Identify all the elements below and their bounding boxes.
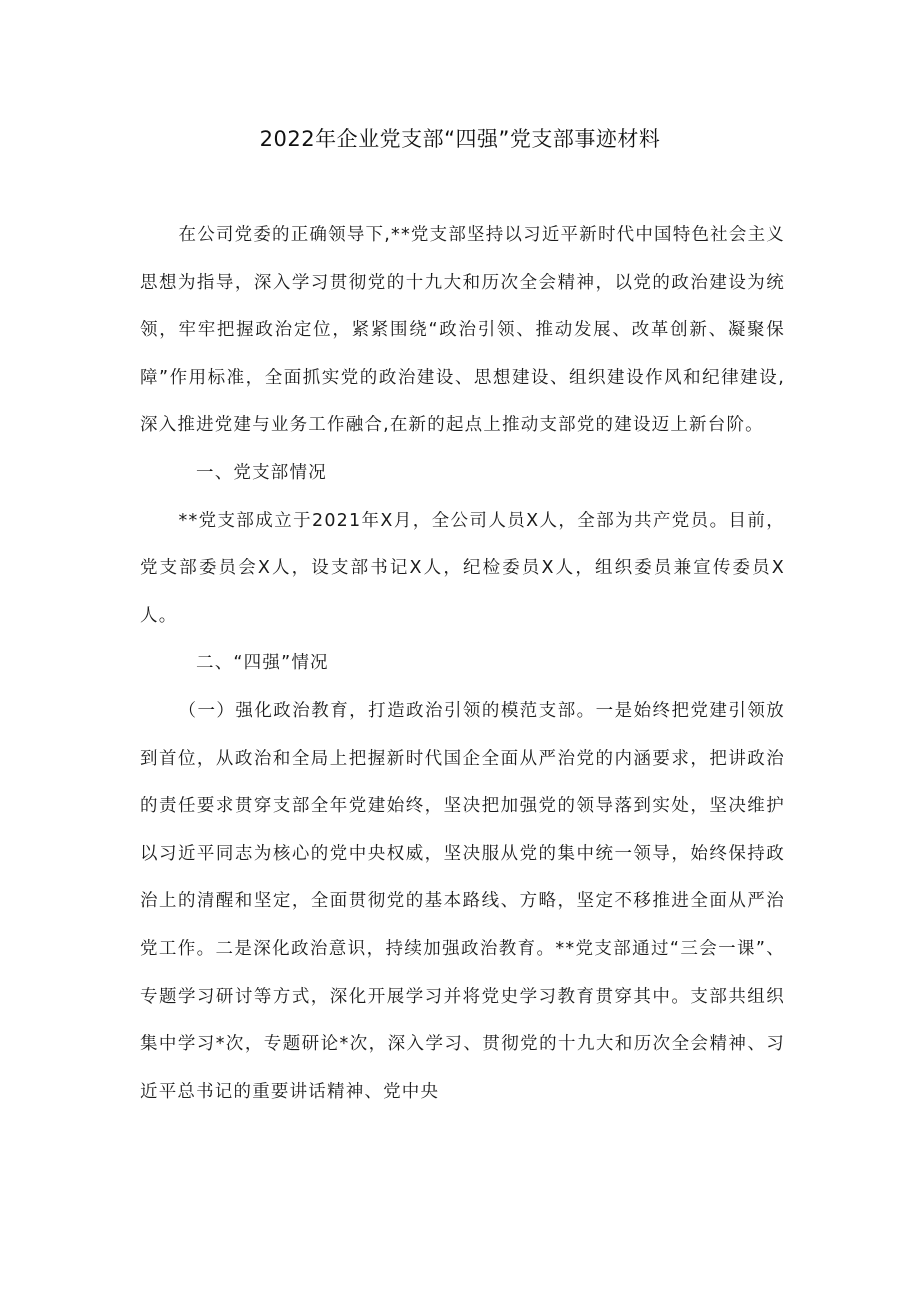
document-title: 2022年企业党支部“四强”党支部事迹材料 [259, 127, 661, 151]
branch-info-paragraph: **党支部成立于2021年X月，全公司人员X人，全部为共产党员。目前，党支部委员会X人，设支部书记X人，纪检委员X人，组织委员兼宣传委员X人。 [140, 510, 785, 626]
intro-paragraph: 在公司党委的正确领导下,**党支部坚持以习近平新时代中国特色社会主义思想为指导，深入学习贯彻党的十九大和历次全会精神，以党的政治建设为统领，牢牢把握政治定位，紧紧围绕“政治引领、推动发展、改革创新、凝聚保障”作用标准，全面抓实党的政治建设、思想建设、组织建设作风和纪律建设,深入推进党建与业务工作融合,在新的起点上推动支部党的建设迈上新台阶。 [140, 225, 785, 436]
document-body [140, 212, 785, 1116]
section-heading-branch-info: 一、党支部情况 [196, 462, 327, 483]
section-heading-four-strong: 二、“四强”情况 [196, 653, 329, 674]
political-education-paragraph: （一）强化政治教育，打造政治引领的模范支部。一是始终把党建引领放到首位，从政治和全局上把握新时代国企全面从严治党的内涵要求，把讲政治的责任要求贯穿支部全年党建始终，坚决把加强党的领导落到实处，坚决维护以习近平同志为核心的党中央权威，坚决服从党的集中统一领导，始终保持政治上的清醒和坚定，全面贯彻党的基本路线、方略，坚定不移推进全面从严治党工作。二是深化政治意识，持续加强政治教育。**党支部通过“三会一课”、专题学习研讨等方式，深化开展学习并将党史学习教育贯穿其中。支部共组织集中学习*次，专题研论*次，深入学习、贯彻党的十九大和历次全会精神、习近平总书记的重要讲话精神、党中央 [140, 700, 785, 1102]
